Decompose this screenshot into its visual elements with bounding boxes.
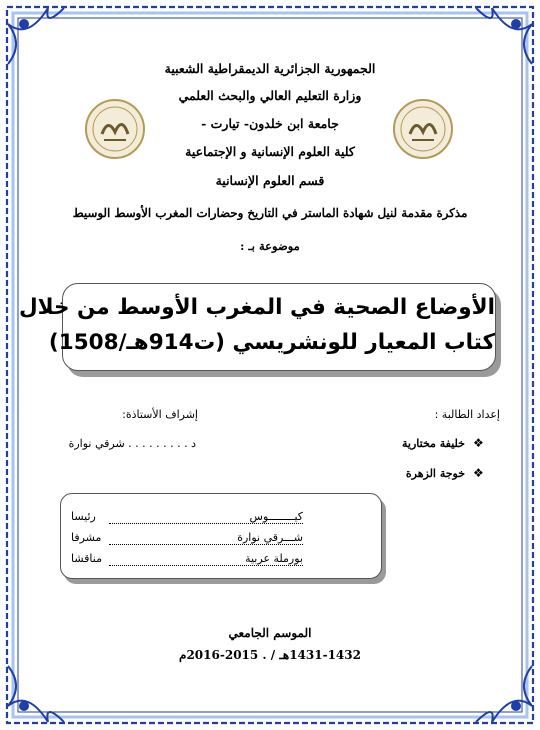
supervisor-name: د . . . . . . . . . شرقي نوارة — [68, 437, 196, 450]
jury-member-name: بورملة عربية — [245, 552, 303, 565]
supervisor-label: إشراف الأستاذة: — [122, 408, 198, 421]
jury-row — [61, 510, 381, 528]
student-name-2: خوجة الزهرة — [405, 467, 465, 480]
jury-box — [60, 493, 382, 579]
thesis-title-line-1: الأوضاع الصحية في المغرب الأوسط من خلال — [19, 295, 495, 320]
faculty-heading: كلية العلوم الإنسانية و الإجتماعية — [185, 144, 355, 159]
diamond-bullet-icon: ❖ — [473, 436, 484, 450]
jury-row — [61, 552, 381, 570]
republic-heading: الجمهورية الجزائرية الديمقراطية الشعبية — [164, 61, 376, 76]
thesis-title-line-2: كتاب المعيار للونشريسي (ت914هـ/1508) — [48, 330, 495, 355]
dotted-leader — [109, 523, 303, 524]
diamond-bullet-icon: ❖ — [473, 466, 484, 480]
department-heading: قسم العلوم الإنسانية — [215, 173, 325, 188]
thesis-title-box — [19, 283, 496, 371]
student-name-1: خليفة مختارية — [402, 437, 465, 450]
academic-years: 1431-1432هـ / . 2015-2016م — [179, 648, 361, 662]
academic-year-label: الموسم الجامعي — [228, 626, 312, 640]
jury-member-role: مشرفا — [71, 531, 102, 544]
university-heading: جامعة ابن خلدون- تيارت - — [201, 116, 339, 131]
jury-member-name: شـــرقي نوارة — [237, 531, 303, 544]
dotted-leader — [109, 544, 303, 545]
ministry-heading: وزارة التعليم العالي والبحث العلمي — [178, 88, 362, 103]
memo-description: مذكرة مقدمة لنيل شهادة الماستر في التاريخ وحضارات المغرب الأوسط الوسيط — [72, 206, 468, 220]
students-label: إعداد الطالبة : — [434, 408, 500, 421]
jury-member-name: كيــــــــوس — [249, 510, 303, 523]
dotted-leader — [109, 565, 303, 566]
jury-row — [61, 531, 381, 549]
jury-member-role: مناقشا — [71, 552, 102, 565]
jury-member-role: رئيسا — [71, 510, 96, 523]
subject-label: موضوعة بـ : — [240, 239, 300, 253]
